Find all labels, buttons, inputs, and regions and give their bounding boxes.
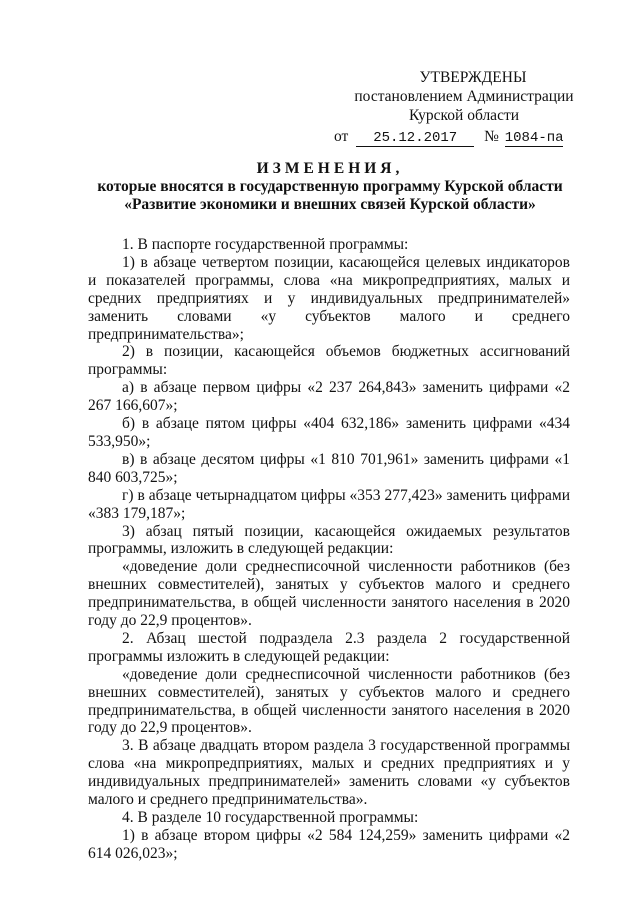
paragraph-item-1-3: 3) абзац пятый позиции, касающейся ожидаемых результатов программы, изложить в следующей редакции:	[88, 522, 570, 558]
paragraph-item-1-2-v: в) в абзаце десятом цифры «1 810 701,961» заменить цифрами «1 840 603,725»;	[88, 450, 570, 486]
paragraph-quote-2: «доведение доли среднесписочной численности работников (без внешних совместителей), занятых у субъектов малого и среднего предпринимательства, в общей численности занятого населения в 2020 году до 22,9 процентов».	[88, 665, 570, 737]
paragraph-item-1-2-b: б) в абзаце пятом цифры «404 632,186» заменить цифрами «434 533,950»;	[88, 415, 570, 450]
paragraph-item-1-2-a: а) в абзаце первом цифры «2 237 264,843» заменить цифрами «2 267 166,607»;	[88, 379, 570, 415]
paragraph-item-3: 3. В абзаце двадцать втором раздела 3 государственной программы слова «на микропредприятиях, малых и средних предприятиях и у индивидуальных предпринимателей» заменить словами «у субъектов малого и среднего предпринимательства».	[88, 737, 570, 809]
approval-title: УТВЕРЖДЕНЫ	[419, 69, 527, 86]
paragraph-item-2: 2. Абзац шестой подраздела 2.3 раздела 2 государственной программы изложить в следующей редакции:	[88, 629, 570, 665]
approval-issuer-line: постановлением Администрации	[354, 88, 574, 105]
paragraph-item-4: 4. В разделе 10 государственной программы:	[122, 809, 419, 826]
paragraph-item-1-1: 1) в абзаце четвертом позиции, касающейся целевых индикаторов и показателей программы, слова «на микропредприятиях, малых и средних предприятиях и у индивидуальных предпринимателей» заменить словами «у субъектов малого и среднего предпринимательства»;	[88, 253, 570, 343]
paragraph-item-4-1: 1) в абзаце втором цифры «2 584 124,259» заменить цифрами «2 614 026,023»;	[88, 826, 570, 862]
approval-region-line: Курской области	[408, 107, 520, 124]
title-subtitle-1: которые вносятся в государственную программу Курской области	[97, 178, 563, 195]
title-subtitle-2: «Развитие экономики и внешних связей Курской области»	[124, 196, 536, 213]
number-value: 1084-па	[504, 130, 564, 146]
document-title	[80, 160, 580, 214]
number-label: №	[484, 128, 499, 145]
paragraph-passport-heading: 1. В паспорте государственной программы:	[122, 236, 409, 253]
document-body	[88, 236, 570, 863]
title-heading: ИЗМЕНЕНИЯ,	[256, 160, 404, 177]
approval-date-row	[334, 127, 594, 147]
date-label: от	[334, 128, 349, 145]
paragraph-item-1-2: 2) в позиции, касающейся объемов бюджетных ассигнований программы:	[88, 343, 570, 379]
paragraph-item-1-2-g: г) в абзаце четырнадцатом цифры «353 277,423» заменить цифрами «383 179,187»;	[88, 486, 570, 522]
approval-stamp	[334, 68, 594, 147]
date-value: 25.12.2017	[356, 130, 474, 147]
paragraph-quote-1: «доведение доли среднесписочной численности работников (без внешних совместителей), занятых у субъектов малого и среднего предпринимательства, в общей численности занятого населения в 2020 году до 22,9 процентов».	[88, 558, 570, 630]
